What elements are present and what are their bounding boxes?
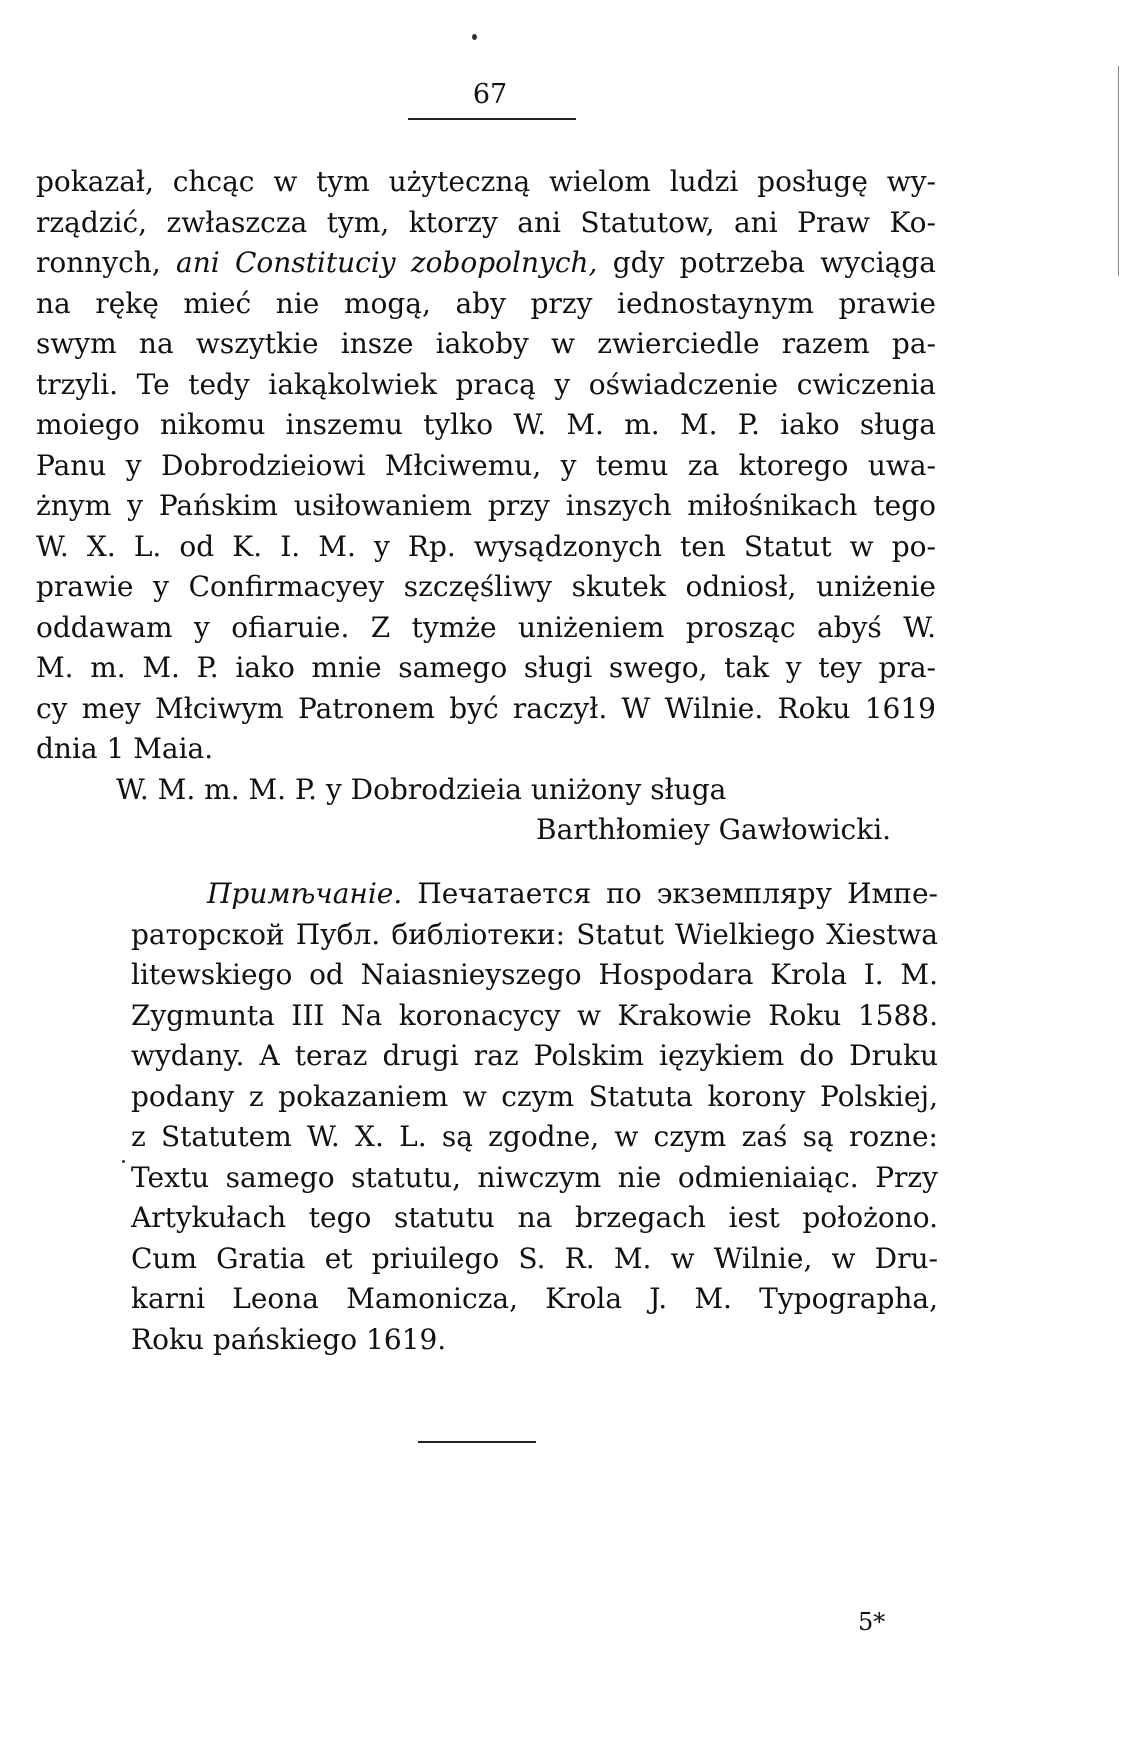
letter-line: trzyli. Te tedy iakąkolwiek pracą y oświadczenie cwiczenia bbox=[36, 367, 936, 401]
note-line: Zygmunta III Na koronacycy w Krakowie Roku 1588. bbox=[131, 998, 938, 1032]
note-line: litewskiego od Naiasnieyszego Hospodara Krola I. M. bbox=[131, 958, 938, 991]
note-line: Textu samego statutu, niwczym nie odmieniaiąc. Przy bbox=[131, 1160, 938, 1194]
printer-signature-mark: 5* bbox=[858, 1608, 886, 1636]
end-rule bbox=[418, 1441, 536, 1443]
letter-line: swym na wszytkie insze iakoby w zwierciedle razem pa- bbox=[36, 327, 936, 360]
note-line: karni Leona Mamonicza, Krola J. M. Typographa, bbox=[131, 1282, 938, 1315]
italic-title: ani Constituciy zobopolnych, bbox=[176, 246, 598, 279]
note-line: podany z pokazaniem w czym Statuta korony Polskiej, bbox=[131, 1079, 938, 1113]
editor-note bbox=[131, 874, 938, 1360]
letter-line: prawie y Confirmacyey szczęśliwy skutek odniosł, uniżenie bbox=[36, 570, 936, 603]
ink-speck-top bbox=[472, 34, 477, 40]
letter-line: na rękę mieć nie mogą, aby przy iednostaynym prawie bbox=[36, 286, 936, 320]
letter-line-start: ronnych, bbox=[36, 246, 161, 279]
letter-line: W. X. L. od K. I. M. y Rp. wysądzonych ten Statut w po- bbox=[36, 529, 936, 563]
letter-line: rządzić, zwłaszcza tym, ktorzy ani Statutow, ani Praw Ko- bbox=[36, 205, 936, 239]
header-rule bbox=[408, 118, 576, 120]
letter-line: cy mey Młciwym Patronem być raczył. W Wilnie. Roku 1619 bbox=[36, 691, 936, 725]
note-line: раторской Публ. библіотеки: Statut Wielkiego Xiestwa bbox=[131, 917, 938, 951]
letter-line: Panu y Dobrodzieiowi Młciwemu, y temu za ktorego uwa- bbox=[36, 448, 936, 482]
closing-signature: Barthłomiey Gawłowicki. bbox=[536, 813, 892, 846]
note-line: z Statutem W. X. L. są zgodne, w czym zaś są rozne: bbox=[131, 1120, 938, 1153]
margin-mark-right bbox=[1118, 66, 1119, 276]
note-first-line bbox=[131, 874, 938, 915]
note-line: Artykułach tego statutu na brzegach iest położono. bbox=[131, 1201, 938, 1234]
letter-line: pokazał, chcąc w tym użyteczną wielom ludzi posługę wy- bbox=[36, 165, 936, 198]
letter-line: moiego nikomu inszemu tylko W. M. m. M. P. iako sługa bbox=[36, 408, 936, 441]
letter-line-with-italic bbox=[36, 243, 936, 284]
letter-line-last: dnia 1 Maia. bbox=[36, 732, 214, 765]
note-line: wydany. A teraz drugi raz Polskim ięzykiem do Druku bbox=[131, 1039, 938, 1072]
page-number: 67 bbox=[472, 79, 508, 110]
letter-line: M. m. M. P. iako mnie samego sługi swego, tak y tey pra- bbox=[36, 651, 936, 684]
letter-line: żnym y Pańskim usiłowaniem przy inszych miłośnikach tego bbox=[36, 489, 936, 522]
note-first-line-rest: Печатается по экземпляру Импе- bbox=[417, 877, 938, 910]
closing-salutation: W. M. m. M. P. y Dobrodzieia uniżony sługa bbox=[116, 772, 727, 806]
letter-line: oddawam y ofiaruie. Z tymże uniżeniem prosząc abyś W. bbox=[36, 610, 936, 644]
ink-speck-note bbox=[122, 1160, 125, 1163]
letter-body bbox=[36, 162, 936, 851]
note-label: Примѣчаніе. bbox=[207, 877, 403, 910]
note-line: Cum Gratia et priuilego S. R. M. w Wilnie, w Dru- bbox=[131, 1241, 938, 1275]
note-line-last: Roku pańskiego 1619. bbox=[131, 1322, 447, 1356]
letter-line-end: gdy potrzeba wyciąga bbox=[612, 246, 936, 279]
